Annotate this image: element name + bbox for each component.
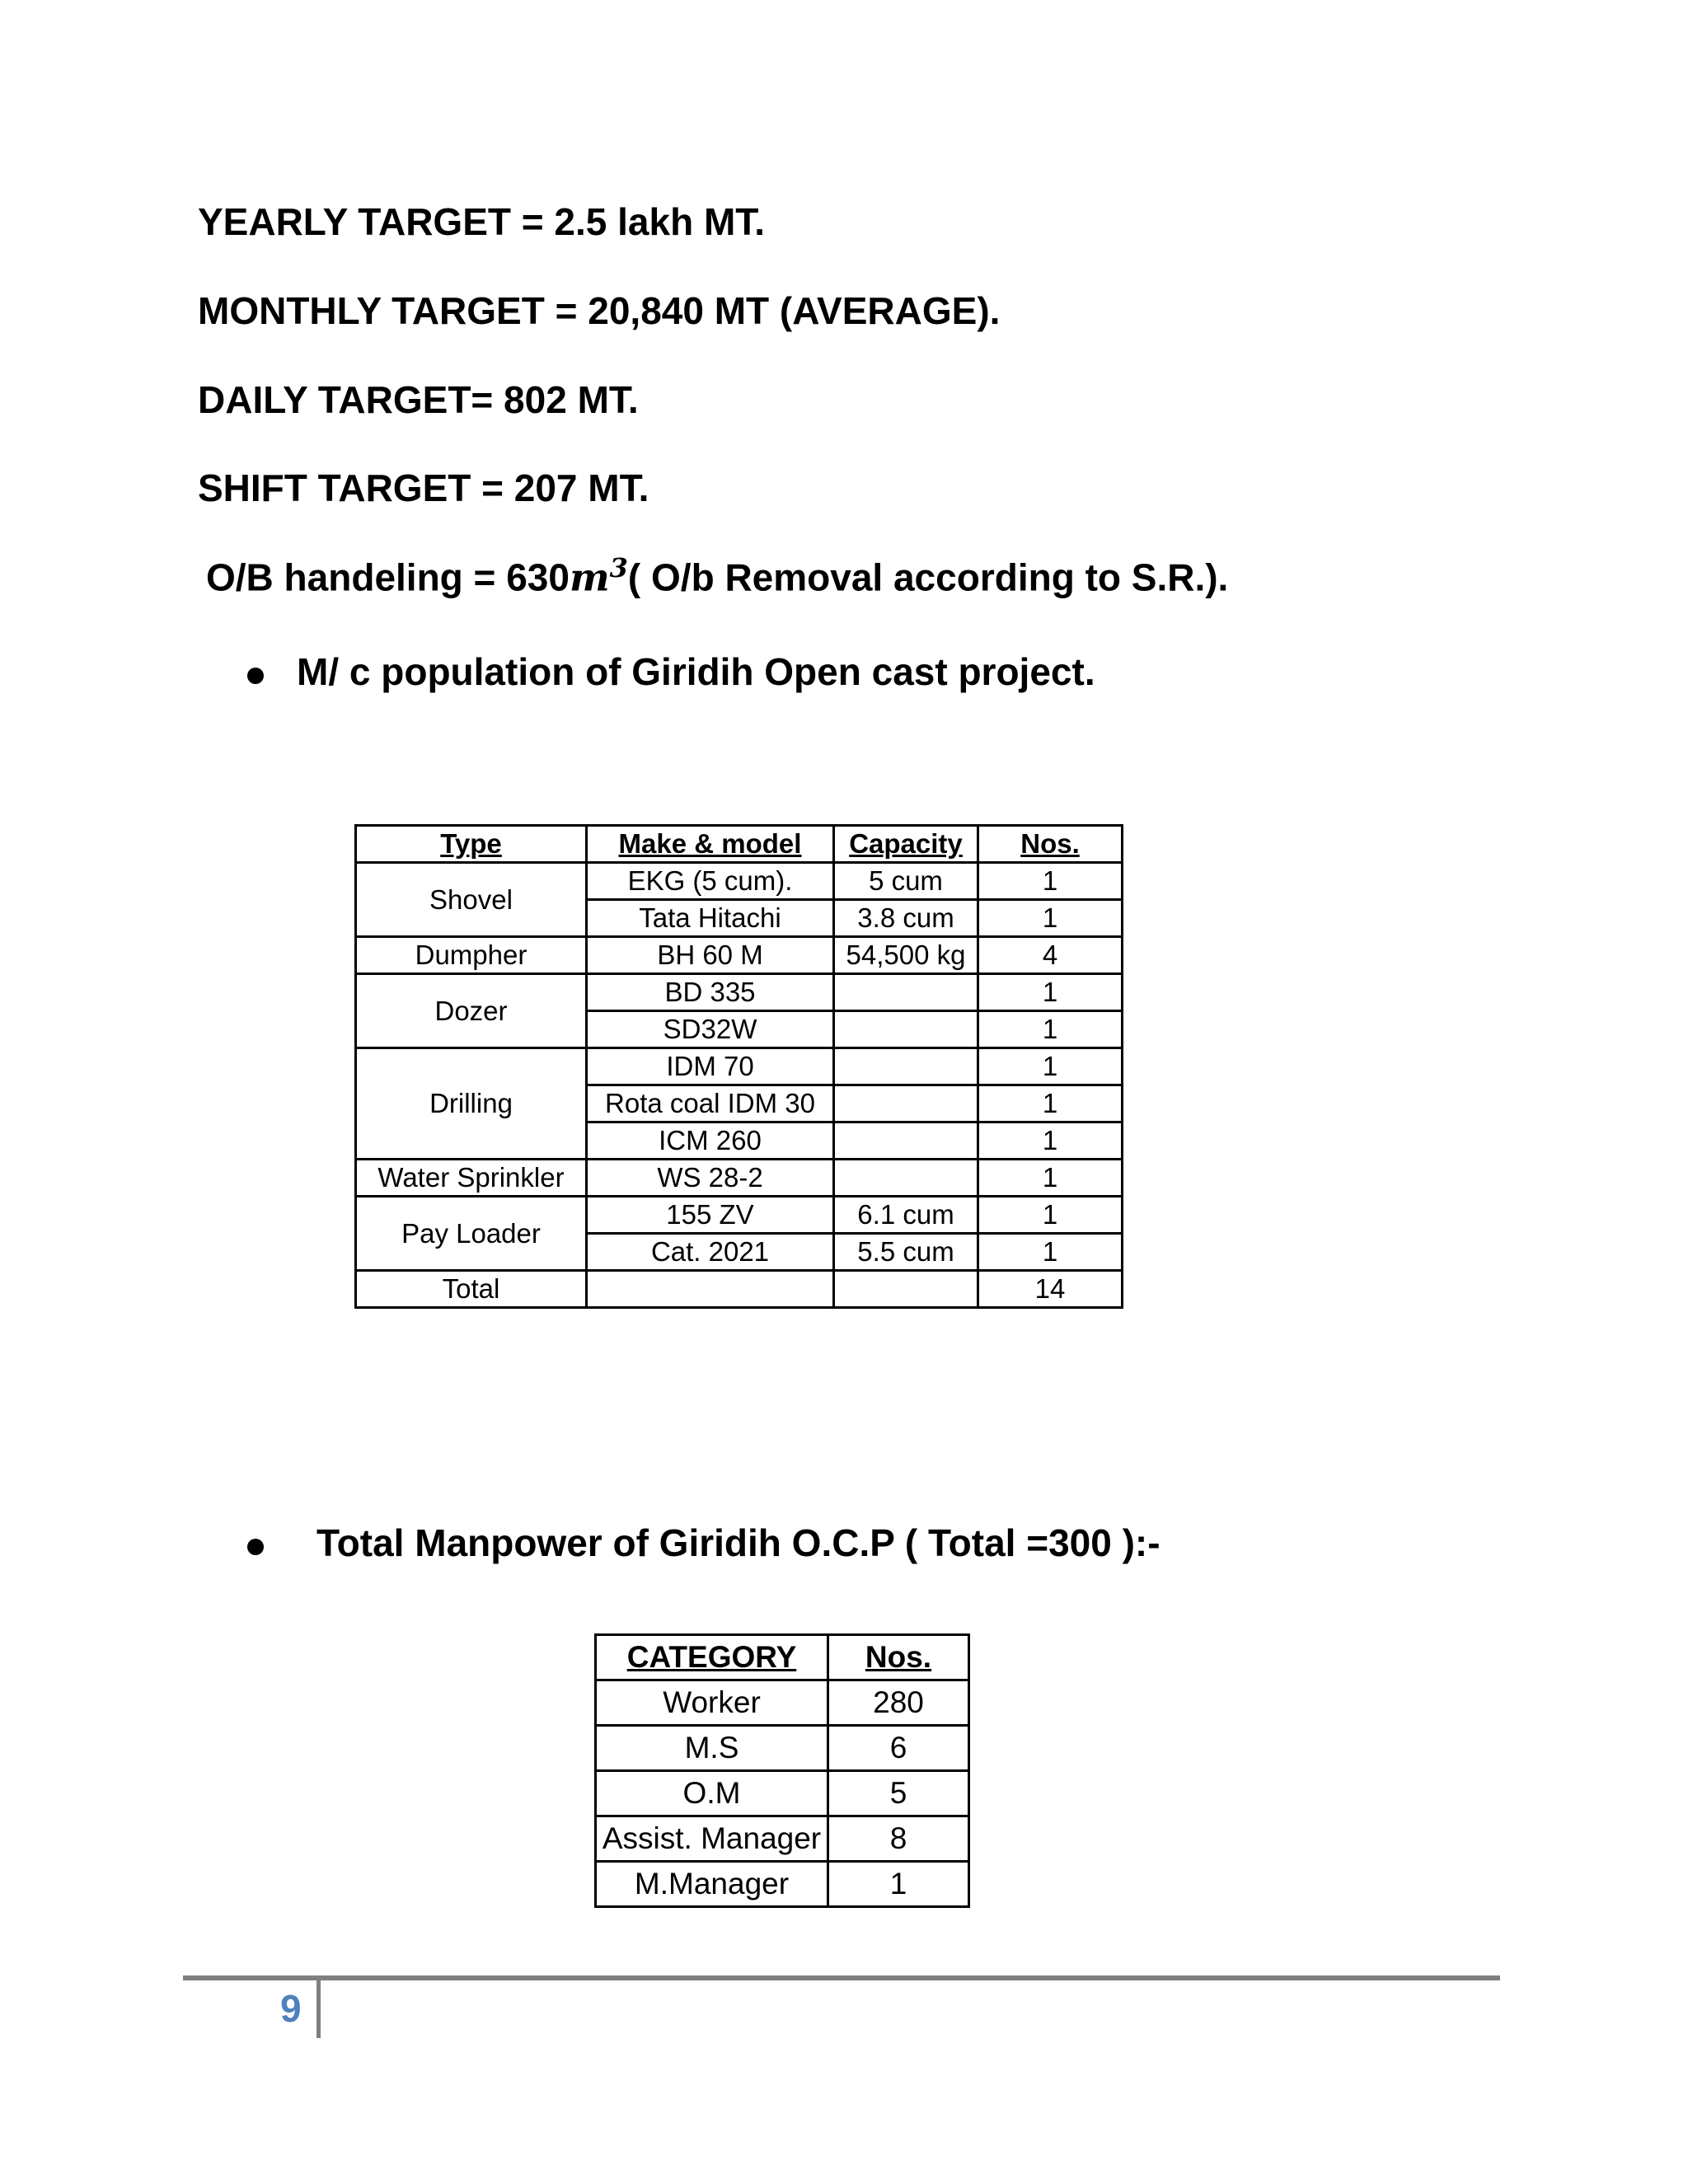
machine-population-table	[354, 824, 1123, 1309]
capacity-cell	[834, 974, 978, 1011]
footer-separator	[316, 1980, 321, 2038]
model-cell: BD 335	[587, 974, 834, 1011]
nos-cell: 14	[978, 1271, 1123, 1308]
model-cell: 155 ZV	[587, 1197, 834, 1234]
bullet-dot-icon	[247, 668, 264, 684]
model-cell: BH 60 M	[587, 937, 834, 974]
category-cell: Assist. Manager	[596, 1816, 828, 1862]
capacity-cell: 5.5 cum	[834, 1234, 978, 1271]
total-row	[356, 1271, 1123, 1308]
model-cell	[587, 1271, 834, 1308]
table-row	[596, 1862, 969, 1907]
model-cell: SD32W	[587, 1011, 834, 1048]
model-cell: Tata Hitachi	[587, 900, 834, 937]
column-header: Nos.	[828, 1635, 969, 1680]
page-number: 9	[280, 1987, 302, 2030]
category-cell: M.S	[596, 1726, 828, 1771]
capacity-cell	[834, 1085, 978, 1122]
nos-cell: 1	[978, 1085, 1123, 1122]
model-cell: IDM 70	[587, 1048, 834, 1085]
ob-handling-prefix: O/B handeling = 630	[206, 555, 570, 599]
nos-cell: 1	[978, 863, 1123, 900]
nos-cell: 1	[978, 1122, 1123, 1160]
category-cell: M.Manager	[596, 1862, 828, 1907]
category-cell: O.M	[596, 1771, 828, 1816]
table-row	[356, 1048, 1123, 1085]
column-header: Make & model	[587, 826, 834, 863]
capacity-cell: 6.1 cum	[834, 1197, 978, 1234]
nos-cell: 1	[978, 1234, 1123, 1271]
table-header-row	[596, 1635, 969, 1680]
table-row	[356, 974, 1123, 1011]
model-cell: ICM 260	[587, 1122, 834, 1160]
type-cell: Total	[356, 1271, 587, 1308]
nos-cell: 8	[828, 1816, 969, 1862]
nos-cell: 1	[978, 974, 1123, 1011]
machine-heading	[247, 649, 1095, 694]
type-cell: Dozer	[356, 974, 587, 1048]
capacity-cell	[834, 1271, 978, 1308]
monthly-target: MONTHLY TARGET = 20,840 MT (AVERAGE).	[198, 289, 1001, 332]
capacity-cell	[834, 1011, 978, 1048]
nos-cell: 280	[828, 1680, 969, 1726]
table-row	[596, 1771, 969, 1816]
ob-handling-suffix: ( O/b Removal according to S.R.).	[627, 555, 1229, 599]
nos-cell: 1	[978, 1197, 1123, 1234]
manpower-heading	[247, 1521, 1160, 1565]
machine-heading-text: M/ c population of Giridih Open cast project.	[297, 650, 1095, 693]
footer-rule	[183, 1975, 1500, 1980]
category-cell: Worker	[596, 1680, 828, 1726]
column-header: Nos.	[978, 826, 1123, 863]
model-cell: Rota coal IDM 30	[587, 1085, 834, 1122]
capacity-cell	[834, 1122, 978, 1160]
type-cell: Pay Loader	[356, 1197, 587, 1271]
ob-handling-exponent: 3	[609, 552, 628, 583]
manpower-table	[594, 1633, 970, 1908]
model-cell: Cat. 2021	[587, 1234, 834, 1271]
column-header: Capacity	[834, 826, 978, 863]
capacity-cell: 5 cum	[834, 863, 978, 900]
table-header-row	[356, 826, 1123, 863]
type-cell: Drilling	[356, 1048, 587, 1160]
column-header: CATEGORY	[596, 1635, 828, 1680]
model-cell: WS 28-2	[587, 1160, 834, 1197]
yearly-target: YEARLY TARGET = 2.5 lakh MT.	[198, 200, 766, 243]
ob-handling-line	[206, 552, 1228, 599]
table-row	[356, 1160, 1123, 1197]
type-cell: Water Sprinkler	[356, 1160, 587, 1197]
type-cell: Shovel	[356, 863, 587, 937]
type-cell: Dumpher	[356, 937, 587, 974]
capacity-cell: 3.8 cum	[834, 900, 978, 937]
bullet-dot-icon	[247, 1539, 264, 1555]
table-row	[596, 1816, 969, 1862]
capacity-cell	[834, 1160, 978, 1197]
ob-handling-unit: m	[569, 555, 610, 600]
nos-cell: 1	[828, 1862, 969, 1907]
nos-cell: 1	[978, 1048, 1123, 1085]
manpower-heading-text: Total Manpower of Giridih O.C.P ( Total =300 ):-	[316, 1521, 1160, 1564]
table-row	[356, 863, 1123, 900]
table-row	[356, 1197, 1123, 1234]
shift-target: SHIFT TARGET = 207 MT.	[198, 466, 649, 509]
nos-cell: 1	[978, 1011, 1123, 1048]
capacity-cell: 54,500 kg	[834, 937, 978, 974]
table-row	[356, 937, 1123, 974]
nos-cell: 1	[978, 1160, 1123, 1197]
nos-cell: 5	[828, 1771, 969, 1816]
table-row	[596, 1680, 969, 1726]
nos-cell: 6	[828, 1726, 969, 1771]
capacity-cell	[834, 1048, 978, 1085]
nos-cell: 4	[978, 937, 1123, 974]
column-header: Type	[356, 826, 587, 863]
daily-target: DAILY TARGET= 802 MT.	[198, 378, 639, 421]
table-row	[596, 1726, 969, 1771]
nos-cell: 1	[978, 900, 1123, 937]
model-cell: EKG (5 cum).	[587, 863, 834, 900]
